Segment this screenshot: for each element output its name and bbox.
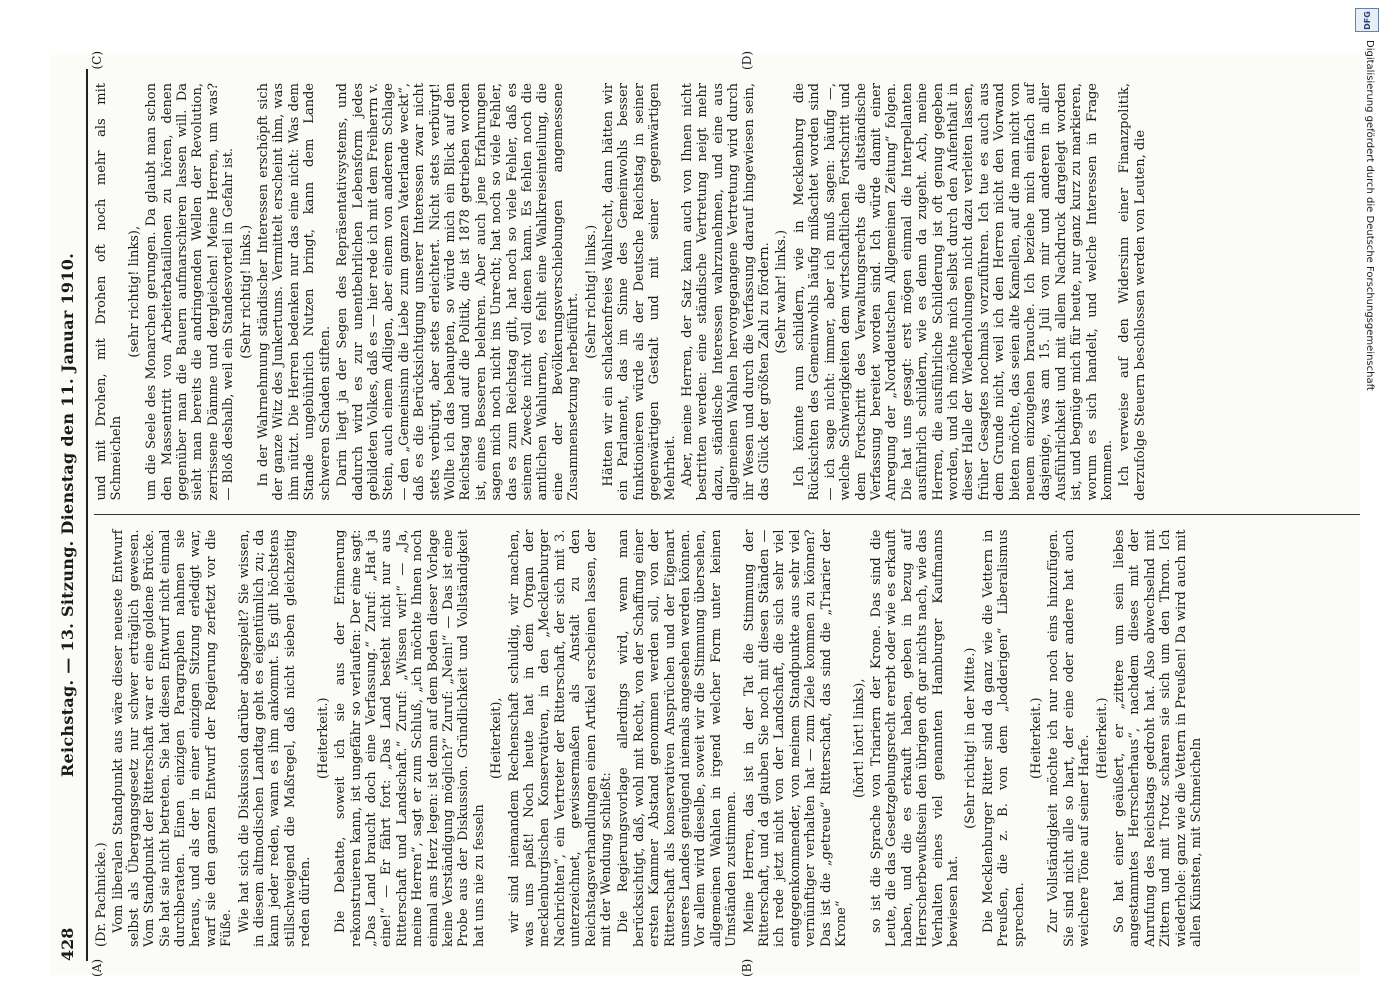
- reaction-note: (Heiterkeit.): [1028, 697, 1044, 780]
- paragraph: Wie hat sich die Diskussion darüber abgespielt? Sie wissen, in diesem altmodischen Landtag geht es eigentümlich zu; da kann jeder reden, wann es ihm ankommt. Es gilt höchstens stillschweigend die Maßregel, daß nicht sieben gleichzeitig reden dürfen.: [236, 529, 314, 947]
- speaker-name: (Dr. Pachnicke.): [94, 842, 109, 947]
- reaction-note: (hört! hört! links),: [851, 678, 867, 799]
- reaction-note: (Sehr richtig! in der Mitte.): [963, 647, 979, 829]
- paragraph: Aber, meine Herren, der Satz kann auch von Ihnen nicht bestritten werden: eine ständische Vertretung neigt mehr dazu, ständische Interessen wahrzunehmen, und eine aus allgemeinen Wahlen hervorgegangene Vertretung wird durch ihr Wesen und durch die Verfassung darauf hingewiesen sein, das Glück der größten Zahl zu fördern.: [680, 83, 773, 501]
- dfg-logo: [1355, 8, 1379, 32]
- paragraph: Meine Herren, das ist in der Tat die Stimmung der Ritterschaft, und da glauben Sie noch mit diesen Ständen — ich rede jetzt nicht von der Landschaft, die sich sehr viel entgegenkommender, von meinem Standpunkte aus sehr viel vernünftiger verhalten hat — zum Ziele kommen zu können? Das ist die „getreue“ Ritterschaft, das sind die „Triarier der Krone“: [741, 529, 850, 947]
- page-title: Reichstag. — 13. Sitzung. Dienstag den 11. Januar 1910.: [58, 252, 77, 778]
- paragraph: Die Regierungsvorlage allerdings wird, wenn man berücksichtigt, daß, wohl mit Recht, von der Schaffung einer ersten Kammer Abstand genommen werden soll, von der Ritterschaft als konservativen Ansprüchen und der Eigenart unseres Landes genügend niemals angesehen werden können. Vor allem wird dieselbe, soweit wir die Stimmung übersehen, allgemeinen Wahlen in irgend welcher Form unter keinen Umständen zustimmen.: [616, 529, 740, 947]
- paragraph: Vom liberalen Standpunkt aus wäre dieser neueste Entwurf selbst als Übergangsgesetz nur schwer erträglich gewesen. Vom Standpunkt der Ritterschaft war er eine goldene Brücke. Sie hat sie nicht betreten. Sie hat diesen Entwurf nicht einmal durchberaten. Einen einzigen Paragraphen nahmen sie heraus, und als der in einer einzigen Sitzung erledigt war, warf sie den ganzen Entwurf der Regierung zerfetzt vor die Füße.: [111, 529, 235, 947]
- dfg-logo-text: DFG: [1362, 10, 1372, 30]
- paragraph: Die Debatte, soweit ich sie aus der Erinnerung rekonstruieren kann, ist ungefähr so verlaufen: Der eine sagt: „Das Land braucht doch eine Verfassung.“ Zuruf: „Hat ja eine!“ — Er fährt fort: „Das Land besteht nicht nur aus Ritterschaft und Landschaft.“ Zuruf: „Wissen wir!“ — „Ja, meine Herren“, sagt er zum Schluß, „ich möchte Ihnen noch einmal ans Herz legen: ist denn auf dem Boden dieser Vorlage keine Verständigung möglich?“ Zuruf: „Nein!“ — Das ist eine Probe aus der Diskussion. Gründlichkeit und Vollständigkeit hat uns nie zu fesseln: [333, 529, 487, 947]
- page-number: 428: [58, 927, 77, 961]
- reaction-note: (Heiterkeit),: [489, 697, 505, 780]
- paragraph: Darin liegt ja der Segen des Repräsentativsystems, und dadurch wird es zur unentbehrlichen Lebensform jedes gebildeten Volkes, daß es — hier rede ich mit dem Freiherrn v. Stein, auch einem Adligen, aber einem von anderem Schlage — den „Gemeinsinn die Liebe zum ganzen Vaterlande weckt“, daß es die Berücksichtigung unserer Interessen zwar nicht stets verbürgt, aber stets erleichtert. Nicht stets verbürgt! Wollte ich das behaupten, so würde mich ein Blick auf den Reichstag und auf die Politik, die ist 1878 getrieben worden ist, eines Besseren belehren. Aber auch jene Erfahrungen sagen mich noch nicht ins Unrecht; hat noch so viele Fehler, das es zum Reichstag gilt, hat noch so viele Fehler, daß es seinem Zwecke nicht voll dienen kann. Es fehlen noch die amtlichen Wahlurnen, es fehlt eine Wahlkreiseinteilung, die eine der Bevölkerungsverschiebungen angemessene Zusammensetzung herbeiführt.: [335, 83, 582, 501]
- paragraph: So hat einer geäußert, er „zittere um sein liebes angestammtes Herrscherhaus“, nachdem dieses mit der Anrufung des Reichstags gedroht hat. Also abwechselnd mit Zittern und mit Trotz scharen sie sich um den Thron. Ich wiederhole: ganz wie die Vettern in Preußen! Da wird auch mit allen Künsten, mit Schmeicheln: [1112, 529, 1205, 947]
- paragraph: wir sind niemandem Rechenschaft schuldig, wir machen, was uns paßt! Noch heute hat in dem Organ der mecklenburgischen Konservativen, in den „Mecklenburger Nachrichten“, ein Vertreter der Ritterschaft, der sich mit 3. unterzeichnet, gewissermaßen als Anstalt zu den Reichstagsverhandlungen einen Artikel erscheinen lassen, der mit der Wendung schließt:: [506, 529, 614, 947]
- reaction-note: (Sehr richtig! links.): [238, 224, 254, 359]
- paragraph: Ich könnte nun schildern, wie in Mecklenburg die Rücksichten des Gemeinwohls häufig mißachtet worden sind — ich sage nicht: immer, aber ich muß sagen: häufig —, welche Schwierigkeiten dem wirtschaftlichen Fortschritt und dem Fortschritt des Verwaltungsrechts die altständische Verfassung bereitet worden sind. Ich würde damit einer Anregung der „Norddeutschen Allgemeinen Zeitung“ folgen. Die hat uns gesagt: erst mögen einmal die Interpellanten ausführlich schildern, wie es denn da zugeht. Ach, meine Herren, die ausführliche Schilderung ist oft genug gegeben worden, und ich möchte mich selbst durch den Aufenthalt in dieser Halle der Wiederholungen nicht dazu verleiten lassen, früher Gesagtes nochmals vorzuführen. Ich tue es auch aus dem Grunde nicht, weil ich den Herren nicht den Vorwand bieten möchte, das seien alte Kamellen, auf die man nicht von neuem einzugehen brauche. Ich beziehe mich einfach auf dasjenige, was am 15. Juli von mir und anderen in aller Ausführlichkeit und mit allem Nachdruck dargelegt worden ist, und begnüge mich für heute, nur ganz kurz zu markieren, worum es sich handelt, und welche Interessen in Frage kommen.: [791, 83, 1115, 501]
- rotated-document-page: [50, 51, 1360, 977]
- paragraph: Zur Vollständigkeit möchte ich nur noch eins hinzufügen. Sie sind nicht alle so hart, der eine oder andere hat auch weichere Töne auf seiner Harfe.: [1046, 529, 1093, 947]
- paragraph: so ist die Sprache von Triariern der Krone. Das sind die Leute, die das Gesetzgebungsrecht ererbt oder wie es erkauft haben, und die es erkauft haben, geben in bezug auf Herrscherbewußtsein den übrigen oft gar nichts nach, wie das Verhalten eines viel genannten Hamburger Kaufmanns bewiesen hat.: [868, 529, 961, 947]
- digitization-credit: Digitalisierung gefördert durch die Deutsche Forschungsgemeinschaft: [1364, 40, 1375, 391]
- reaction-note: (Heiterkeit.): [1094, 697, 1110, 780]
- margin-marker-b: (B): [740, 958, 754, 977]
- margin-marker-c: (C): [90, 51, 104, 70]
- paragraph: Hätten wir ein schlackenfreies Wahlrecht, dann hätten wir ein Parlament, das im Sinne des Gemeinwohls besser funktionieren würde als der Deutsche Reichstag in seiner gegenwärtigen Gestalt und mit seiner gegenwärtigen Mehrheit.: [601, 83, 678, 501]
- text-columns: [94, 69, 1360, 961]
- paragraph: Die Mecklenburger Ritter sind da ganz wie die Vettern in Preußen, die z. B. von dem „lodderigen“ Liberalismus sprechen.: [980, 529, 1027, 947]
- reaction-note: (Heiterkeit.): [315, 697, 331, 780]
- paragraph: und mit Drohen, mit Drohen oft noch mehr als mit Schmeicheln: [94, 83, 125, 501]
- reaction-note: (sehr richtig! links),: [126, 225, 142, 358]
- reaction-note: (Sehr wahr! links.): [774, 229, 790, 354]
- left-column: [94, 515, 1360, 962]
- right-column: [94, 69, 1360, 515]
- margin-marker-d: (D): [740, 51, 754, 70]
- paragraph: In der Wahrnehmung ständischer Interessen erschöpft sich der ganze Witz des Junkertums. Vermittelt erscheint ihm, was ihm nützt. Die Herren bedenken nur das eine nicht: Was dem Stande ungebührlich Nutzen bringt, kann dem Lande schweren Schaden stiften.: [256, 83, 333, 501]
- paragraph: Ich verweise auf den Widersinn einer Finanzpolitik, derzufolge Steuern beschlossen werden von Leuten, die: [1117, 83, 1148, 501]
- margin-marker-a: (A): [90, 958, 104, 977]
- paragraph: um die Seele des Monarchen gerungen. Da glaubt man schon den Massentritt von Arbeiterbataillonen zu hören, denen gegenüber man die Bauern aufmarschieren lassen will. Da sieht man bereits die andringenden Wellen der Revolution, zerrissene Dämme und dergleichen! Meine Herren, um was? — Bloß deshalb, weil ein Standesvorteil in Gefahr ist.: [144, 83, 237, 501]
- page-header: [56, 69, 88, 961]
- reaction-note: (Sehr richtig! links.): [583, 224, 599, 359]
